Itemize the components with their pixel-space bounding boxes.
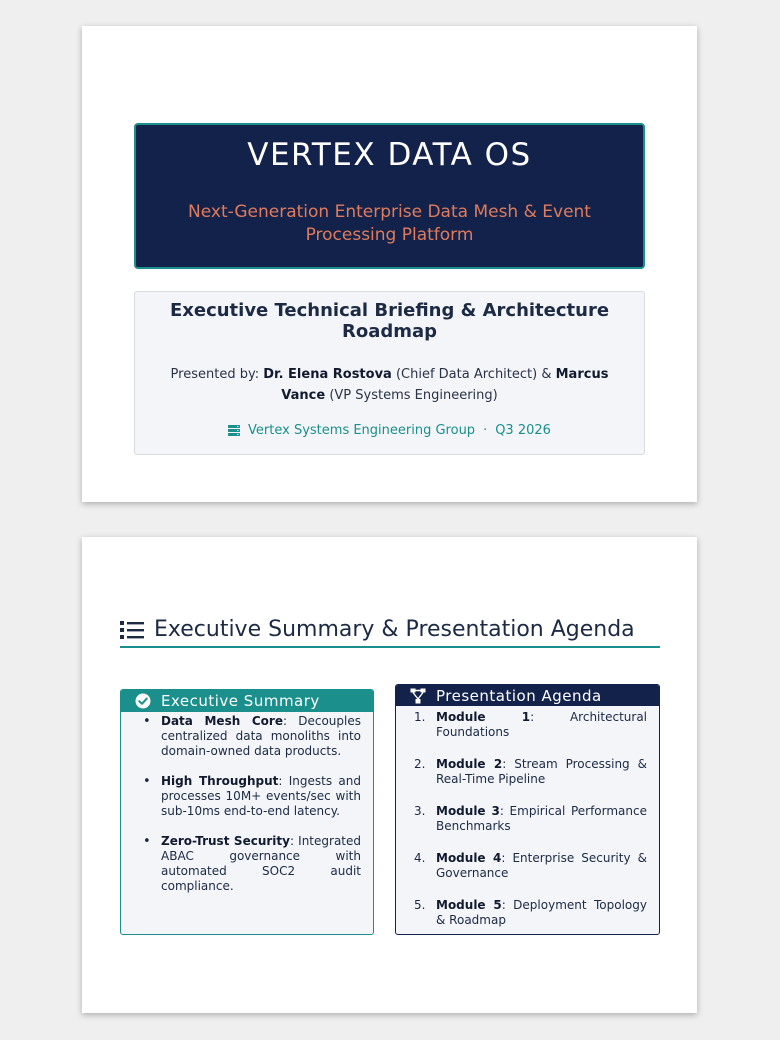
server-icon <box>228 425 240 436</box>
summary-item: • Zero-Trust Security: Integrated ABAC governance with automated SOC2 audit compliance. <box>143 834 361 894</box>
list-icon <box>120 620 144 640</box>
check-circle-icon <box>135 693 151 709</box>
quarter-label: Q3 2026 <box>495 423 551 438</box>
sitemap-icon <box>410 688 426 704</box>
briefing-heading: Executive Technical Briefing & Architecture Roadmap <box>169 300 610 342</box>
presenter-2-role: (VP Systems Engineering) <box>329 388 498 403</box>
summary-item: • Data Mesh Core: Decouples centralized data monoliths into domain-owned data products. <box>143 714 361 759</box>
summary-item: • High Throughput: Ingests and processes 10M+ events/sec with sub-10ms end-to-end latency. <box>143 774 361 819</box>
agenda-item: 1. Module 1: Architectural Foundations <box>414 710 647 739</box>
summary-agenda-slide <box>82 537 697 1013</box>
presented-by-label: Presented by: <box>170 367 260 382</box>
slide-title: Executive Summary & Presentation Agenda <box>154 617 635 642</box>
presenter-2-name: Marcus Vance <box>281 367 609 403</box>
agenda-item: 2. Module 2: Stream Processing & Real-Time Pipeline <box>414 757 647 786</box>
executive-summary-card <box>120 689 374 935</box>
presentation-agenda-card <box>395 684 660 935</box>
slide-header <box>120 617 660 648</box>
executive-summary-header <box>121 690 373 712</box>
org-line <box>135 423 644 438</box>
presentation-agenda-header <box>396 685 659 706</box>
org-separator: · <box>483 423 488 438</box>
main-subtitle: Next-Generation Enterprise Data Mesh & Event Processing Platform <box>188 202 591 245</box>
agenda-item: 5. Module 5: Deployment Topology & Roadmap <box>414 898 647 927</box>
executive-summary-title: Executive Summary <box>161 692 320 710</box>
org-name: Vertex Systems Engineering Group <box>248 423 476 438</box>
agenda-item: 4. Module 4: Enterprise Security & Governance <box>414 851 647 880</box>
title-banner <box>134 123 645 269</box>
presentation-agenda-title: Presentation Agenda <box>436 686 602 705</box>
agenda-list <box>396 706 659 928</box>
agenda-item: 3. Module 3: Empirical Performance Benchmarks <box>414 804 647 833</box>
summary-list <box>121 712 373 894</box>
presenter-1-name: Dr. Elena Rostova <box>263 367 392 382</box>
presenters-line <box>135 364 644 406</box>
title-slide <box>82 26 697 502</box>
presenter-1-role: (Chief Data Architect) & <box>395 367 552 382</box>
briefing-info-box <box>134 291 645 455</box>
main-title: VERTEX DATA OS <box>247 137 532 173</box>
